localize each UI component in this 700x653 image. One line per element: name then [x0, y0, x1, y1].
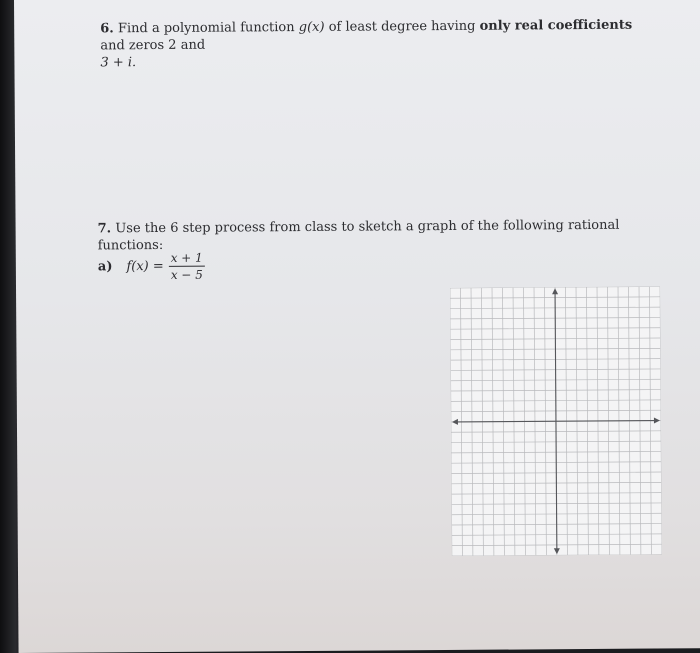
- coordinate-grid: [450, 286, 662, 555]
- question-6-text-before: Find a polynomial function: [117, 20, 295, 37]
- coordinate-grid-svg: [450, 286, 662, 555]
- x-axis-arrow-right-icon: [654, 418, 660, 424]
- fraction-denominator: x − 5: [170, 267, 203, 282]
- question-7-number: 7.: [97, 221, 112, 237]
- rational-fraction: [169, 251, 205, 282]
- question-6-complex-zero: 3 + i.: [100, 55, 137, 71]
- part-a-label: a): [97, 259, 113, 275]
- question-7: [98, 216, 678, 254]
- question-6-text-after: and zeros 2 and: [100, 37, 206, 54]
- question-6-text-middle: of least degree having: [328, 18, 476, 35]
- question-6-number: 6.: [100, 21, 114, 37]
- question-6-function-name: g(x): [298, 19, 325, 36]
- worksheet-page: [14, 0, 700, 653]
- question-6-emphasis: only real coefficients: [479, 17, 633, 34]
- question-6: [100, 16, 660, 71]
- y-axis-arrow-down-icon: [554, 548, 560, 554]
- function-lhs: f(x) =: [126, 258, 164, 275]
- x-axis-arrow-left-icon: [452, 419, 458, 425]
- question-7-text: Use the 6 step process from class to sketch a graph of the following rational functions:: [97, 217, 620, 254]
- fraction-numerator: x + 1: [169, 251, 205, 267]
- y-axis-arrow-up-icon: [552, 288, 558, 294]
- question-7-part-a: [98, 251, 205, 283]
